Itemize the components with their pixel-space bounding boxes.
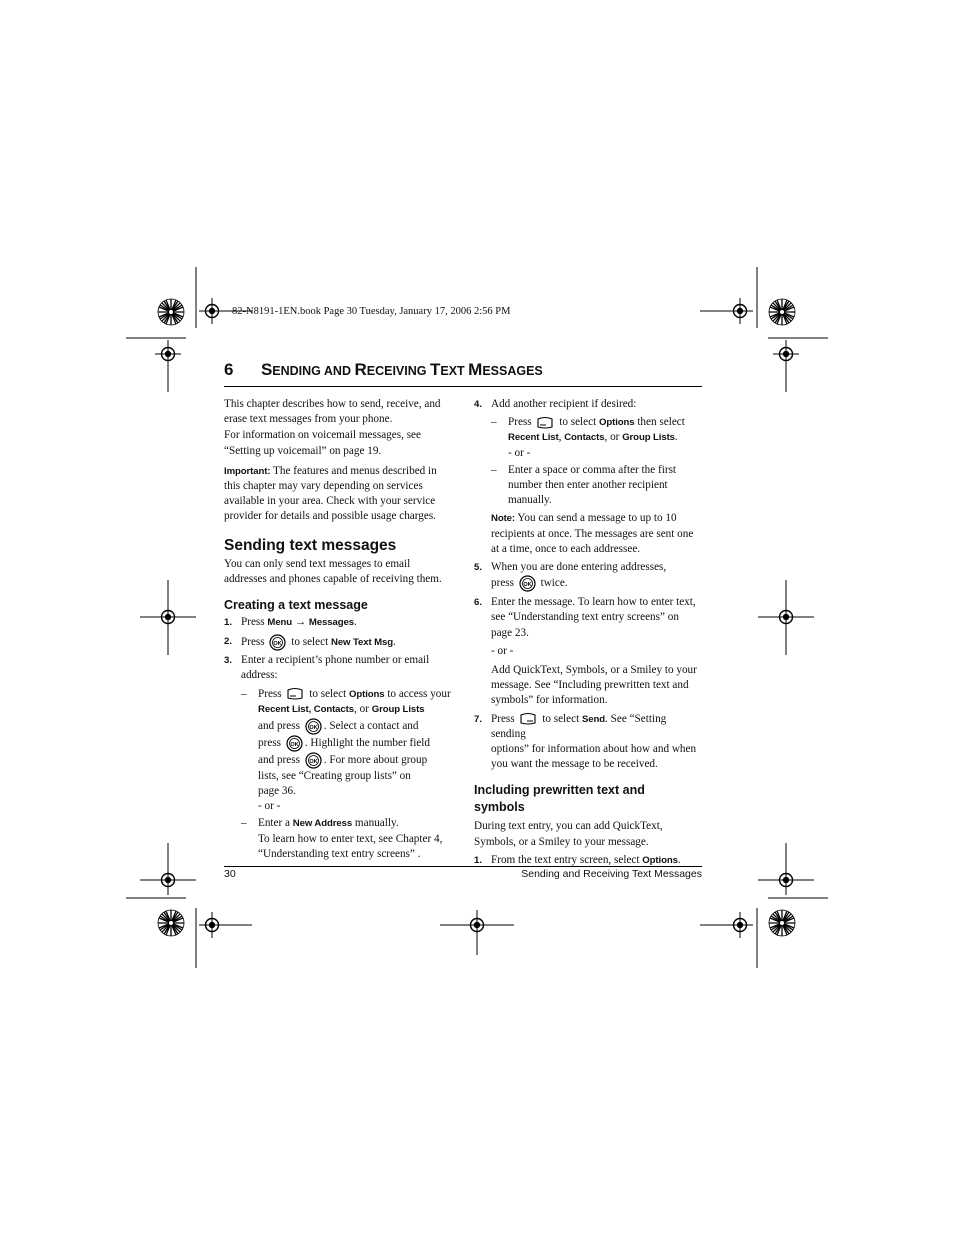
voicemail-reference: For information on voicemail messages, see “Setting up voicemail” on page 19. bbox=[224, 429, 421, 457]
svg-text:OK: OK bbox=[309, 758, 318, 765]
footer-rule bbox=[224, 866, 702, 867]
section-heading: Sending text messages bbox=[224, 536, 397, 554]
note-label: Note: bbox=[491, 513, 516, 525]
step-item: 4. Add another recipient if desired: bbox=[474, 398, 637, 410]
chapter-title-part: TEXT bbox=[429, 360, 469, 379]
chapter-title-part: RECEIVING bbox=[354, 360, 430, 379]
right-column bbox=[474, 397, 702, 868]
bullet-item: – Enter a space or comma after the first number then enter another recipient manually. bbox=[491, 463, 677, 507]
important-text: The features and menus described in this chapter may vary depending on services available in your area. Check with your service provider for details and possible usage charges. bbox=[224, 464, 437, 523]
or-separator: - or - bbox=[508, 446, 531, 459]
ok-key-icon bbox=[305, 752, 322, 769]
bullet-item: – Press to select Options to access your Recent List, Contacts, or Group Lists and press OK . Select a contact and press OK . Highlight the number field and press OK . For more about group lists, see “Creating group lists” on page 36. - or - bbox=[224, 687, 452, 815]
bullet-item: – Press to select Options then select Recent List, Contacts, or Group Lists. - or - bbox=[474, 415, 702, 461]
left-softkey-icon bbox=[536, 416, 554, 430]
step-item: 6. Enter the message. To learn how to enter text, see “Understanding text entry screens” on page 23. - or - Add QuickText, Symbols, or a Smiley to your message. See “Including prewritten text and symbols” for information. bbox=[474, 595, 702, 708]
svg-text:OK: OK bbox=[309, 724, 318, 731]
left-column bbox=[224, 397, 452, 862]
step-item: 3. Enter a recipient’s phone number or email address: bbox=[224, 654, 430, 682]
svg-text:OK: OK bbox=[290, 741, 299, 748]
ok-key-icon bbox=[305, 718, 322, 735]
arrow-icon: → bbox=[294, 616, 307, 629]
sub-heading: Creating a text message bbox=[224, 598, 368, 613]
chapter-title bbox=[224, 360, 543, 380]
left-softkey-icon bbox=[286, 687, 304, 701]
svg-text:OK: OK bbox=[273, 641, 283, 648]
page-number: 30 bbox=[224, 868, 236, 880]
step-item: 7. Press to select Send. See “Setting sending options” for information about how and when you want the message to be received. bbox=[474, 712, 697, 771]
section-text: You can only send text messages to email addresses and phones capable of receiving them. bbox=[224, 557, 442, 585]
note: Note: You can send a message to up to 10 recipients at once. The messages are sent one at a time, once to each addressee. bbox=[491, 512, 694, 555]
svg-text:OK: OK bbox=[523, 582, 532, 589]
step-item: 2. Press OK to select New Text Msg. bbox=[224, 634, 452, 651]
ok-key-icon bbox=[286, 735, 303, 752]
ok-key-icon bbox=[519, 575, 536, 592]
bullet-item: – Enter a New Address manually. To learn how to enter text, see Chapter 4, “Understanding text entry screens” . bbox=[241, 816, 443, 861]
step-item: 1. From the text entry screen, select Options. bbox=[474, 853, 681, 866]
important-label: Important: bbox=[224, 465, 271, 477]
chapter-number: 6 bbox=[224, 360, 234, 379]
step-item: 1. Press Menu → Messages. bbox=[224, 616, 357, 629]
right-softkey-icon bbox=[519, 712, 537, 726]
chapter-title-part: MESSAGES bbox=[468, 360, 543, 379]
step-item: 5. When you are done entering addresses, press OK twice. bbox=[474, 560, 702, 592]
print-stamp: 82-N8191-1EN.book Page 30 Tuesday, January 17, 2006 2:56 PM bbox=[232, 306, 511, 317]
important-note bbox=[224, 464, 452, 525]
or-separator: - or - bbox=[491, 644, 514, 657]
chapter-rule bbox=[224, 386, 702, 387]
ok-key-icon bbox=[269, 634, 286, 651]
intro-paragraph: This chapter describes how to send, receive, and erase text messages from your phone. bbox=[224, 398, 441, 426]
chapter-title-part: SENDING AND bbox=[260, 360, 355, 379]
or-separator: - or - bbox=[258, 800, 281, 813]
running-title: Sending and Receiving Text Messages bbox=[521, 868, 702, 880]
sub-heading: Including prewritten text and symbols bbox=[474, 783, 645, 814]
sub-text: During text entry, you can add QuickText, Symbols, or a Smiley to your message. bbox=[474, 820, 663, 848]
